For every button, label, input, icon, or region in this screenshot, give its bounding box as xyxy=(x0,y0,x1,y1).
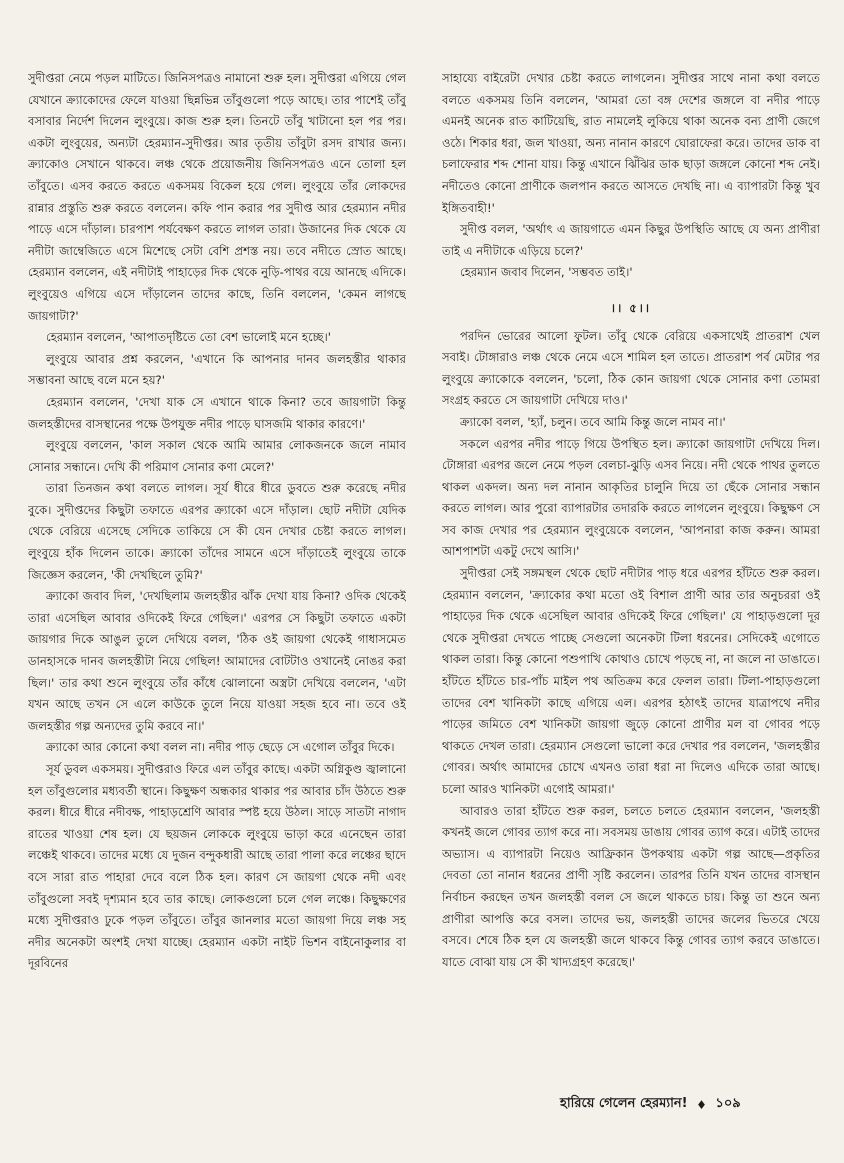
paragraph: ক্র্যাকো আর কোনো কথা বলল না। নদীর পাড় ছেড়ে সে এগোল তাঁবুর দিকে। xyxy=(46,740,395,755)
paragraph: ক্র্যাকো বলল, 'হ্যাঁ, চলুন। তবে আমি কিন্তু জলে নামব না।' xyxy=(460,414,726,429)
paragraph: হেরম্যান বললেন, 'দেখা যাক সে এখানে থাকে কিনা? তবে জায়গাটা কিন্তু জলহস্তীদের বাসস্থানের পক্ষে উপযুক্ত নদীর পাড়ে ঘাসজমি থাকার কারণে।' xyxy=(28,394,406,431)
paragraph: লুংবুয়ে আবার প্রশ্ন করলেন, 'এখানে কি আপনার দানব জলহস্তীর থাকার সম্ভাবনা আছে বলে মনে হয়?' xyxy=(28,351,406,388)
paragraph: সুদীপ্তরা সেই সঙ্গমস্থল থেকে ছোট নদীটার পাড় ধরে এরপর হাঁটতে শুরু করল। হেরম্যান বললেন, 'ক্র্যাকোর কথা মতো ওই বিশাল প্রাণী আর তার অনুচররা ওই পাহাড়ের দিক থেকে এসেছিল আবার ওদিকেই ফিরে গেছিল।' যে পাহাড়গুলো দূর থেকে সুদীপ্তরা দেখতে পাচ্ছে সেগুলো অনেকটা টিলা ধরনের। সেদিকেই এগোতে থাকল তারা। কিন্তু কোনো পশুপাখি কোথাও চোখে পড়ছে না, না জলে না ডাঙাতে। হাঁটতে হাঁটতে চার-পাঁচ মাইল পথ অতিক্রম করে ফেলল তারা। টিলা-পাহাড়গুলো তাদের বেশ খানিকটা কাছে এগিয়ে এল। এরপর হঠাৎই তাদের যাত্রাপথে নদীর পাড়ের জমিতে বেশ খানিকটা জায়গা জুড়ে কোনো প্রাণীর মল বা গোবর পড়ে থাকতে দেখল তারা। হেরম্যান সেগুলো ভালো করে দেখার পর বললেন, 'জলহস্তীর গোবর। অর্থাৎ আমাদের চোখে এখনও তারা ধরা না দিলেও এদিকে তারা আছে। চলো আরও খানিকটা এগোই আমরা।' xyxy=(442,566,820,796)
paragraph: তারা তিনজন কথা বলতে লাগল। সূর্য ধীরে ধীরে ডুবতে শুরু করেছে নদীর বুকে। সুদীপ্তদের কিছুটা তফাতে এরপর ক্র্যাকো এসে দাঁড়াল। ছোট নদীটা যেদিক থেকে বেরিয়ে এসেছে সেদিকে তাকিয়ে সে কী যেন দেখার চেষ্টা করতে লাগল। লুংবুয়ে হাঁক দিলেন তাকে। ক্র্যাকো তাঁদের সামনে এসে দাঁড়াতেই লুংবুয়ে তাকে জিজ্ঞেস করলেন, 'কী দেখছিলে তুমি?' xyxy=(28,481,406,582)
paragraph: ক্র্যাকো জবাব দিল, 'দেখছিলাম জলহস্তীর ঝাঁক দেখা যায় কিনা? ওদিক থেকেই তারা এসেছিল আবার ওদিকেই ফিরে গেছিল।' এরপর সে কিছুটা তফাতে একটা জায়গার দিকে আঙুল তুলে দেখিয়ে বলল, 'ঠিক ওই জায়গা থেকেই গাধাসমেত ডানহাসকে দানব জলহস্তীটা নিয়ে গেছিল! আমাদের বোটটাও ওখানেই নোঙর করা ছিল।' তার কথা শুনে লুংবুয়ে তাঁর কাঁধে ঝোলানো অস্ত্রটা দেখিয়ে বললেন, 'এটা যখন আছে তখন সে এলে কাউকে তুলে নিয়ে যাওয়া সহজ হবে না। তবে ওই জলহস্তীর গল্প অন্যদের তুমি করবে না।' xyxy=(28,589,406,733)
paragraph: সুদীপ্ত বলল, 'অর্থাৎ এ জায়গাতে এমন কিছুর উপস্থিতি আছে যে অন্য প্রাণীরা তাই এ নদীটাকে এড়িয়ে চলে?' xyxy=(442,222,820,258)
running-title: হারিয়ে গেলেন হেরম্যান! xyxy=(560,1096,688,1111)
page-number: ১০৯ xyxy=(715,1096,741,1111)
paragraph: সূর্য ডুবল একসময়। সুদীপ্তরাও ফিরে এল তাঁবুর কাছে। একটা অগ্নিকুণ্ড জ্বালানো হল তাঁবুগুলোর মধ্যবর্তী স্থানে। কিছুক্ষণ অন্ধকার থাকার পর আবার চাঁদ উঠতে শুরু করল। ধীরে ধীরে নদীবক্ষ, পাহাড়শ্রেণি আবার স্পষ্ট হয়ে উঠল। সাড়ে সাতটা নাগাদ রাতের খাওয়া শেষ হল। যে ছয়জন লোককে লুংবুয়ে ভাড়া করে এনেছেন তারা লঞ্চেই থাকবে। তাদের মধ্যে যে দুজন বন্দুকধারী আছে তারা পালা করে লঞ্চের ছাদে বসে সারা রাত পাহারা দেবে বলে ঠিক হল। কারণ সে জায়গা থেকে নদী এবং তাঁবুগুলো সবই দৃশ্যমান হবে তার কাছে। লোকগুলো চলে গেল লঞ্চে। কিছুক্ষণের মধ্যে সুদীপ্তরাও ঢুকে পড়ল তাঁবুতে। তাঁবুর জানলার মতো জায়গা দিয়ে লঞ্চ সহ নদীর অনেকটা অংশই দেখা যাচ্ছে। হেরম্যান একটা নাইট ভিশন বাইনোকুলার বা দূরবিনের xyxy=(28,762,406,971)
section-marker: ।। ৫।। xyxy=(610,300,652,315)
right-column xyxy=(442,68,820,1078)
diamond-separator-icon: ♦ xyxy=(696,1097,707,1112)
paragraph: সুদীপ্তরা নেমে পড়ল মাটিতে। জিনিসপত্রও নামানো শুরু হল। সুদীপ্তরা এগিয়ে গেল যেখানে ক্র্যাকোদের ফেলে যাওয়া ছিন্নভিন্ন তাঁবুগুলো পড়ে আছে। তার পাশেই তাঁবু বসাবার নির্দেশ দিলেন লুংবুয়ে। কাজ শুরু হল। তিনটে তাঁবু খাটানো হল পর পর। একটা লুংবুয়ের, অন্যটা হেরম্যান-সুদীপ্তর। আর তৃতীয় তাঁবুটা রসদ রাখার জন্য। ক্র্যাকোও সেখানে থাকবে। লঞ্চ থেকে প্রয়োজনীয় জিনিসপত্রও এনে তোলা হল তাঁবুতে। এসব করতে করতে একসময় বিকেল হয়ে গেল। লুংবুয়ে তাঁর লোকদের রান্নার প্রস্তুতি শুরু করতে বললেন। কফি পান করার পর সুদীপ্ত আর হেরম্যান নদীর পাড়ে এসে দাঁড়াল। চারপাশ পর্যবেক্ষণ করতে লাগল তারা। উজানের দিক থেকে যে নদীটা জাম্বেজিতে এসে মিশেছে সেটা বেশি প্রশস্ত নয়। তবে নদীতে স্রোত আছে। হেরম্যান বললেন, এই নদীটাই পাহাড়ের দিক থেকে নুড়ি-পাথর বয়ে আনছে এদিকে। লুংবুয়েও এগিয়ে এসে দাঁড়ালেন তাদের কাছে, তিনি বললেন, 'কেমন লাগছে জায়গাটা?' xyxy=(28,71,406,323)
page-footer xyxy=(560,1094,820,1115)
paragraph: সকলে এরপর নদীর পাড়ে গিয়ে উপস্থিত হল। ক্র্যাকো জায়গাটা দেখিয়ে দিল। টোঙ্গারা এরপর জলে নেমে পড়ল বেলচা-ঝুড়ি এসব নিয়ে। নদী থেকে পাথর তুলতে থাকল একদল। অন্য দল নানান আকৃতির চালুনি দিয়ে তা ছেঁকে সোনার সন্ধান করতে লাগল। আর পুরো ব্যাপারটার তদারকি করতে লাগলেন লুংবুয়ে। কিছুক্ষণ সে সব কাজ দেখার পর হেরম্যান লুংবুয়েকে বললেন, 'আপনারা কাজ করুন। আমরা আশপাশটা একটু দেখে আসি।' xyxy=(442,436,820,559)
paragraph: সাহায্যে বাইরেটা দেখার চেষ্টা করতে লাগলেন। সুদীপ্তর সাথে নানা কথা বলতে বলতে একসময় তিনি বললেন, 'আমরা তো বঙ্গ দেশের জঙ্গলে বা নদীর পাড়ে এমনই অনেক রাত কাটিয়েছি, রাত নামলেই লুকিয়ে থাকা অনেক বন্য প্রাণী জেগে ওঠে। শিকার ধরা, জল খাওয়া, অন্য নানান কারণে ঘোরাফেরা করে। তাদের ডাক বা চলাফেরার শব্দ শোনা যায়। কিন্তু এখানে ঝিঁঝির ডাক ছাড়া জঙ্গলে কোনো শব্দ নেই। নদীতেও কোনো প্রাণীকে জলপান করতে আসতে দেখছি না। এ ব্যাপারটা কিন্তু খুব ইঙ্গিতবাহী!' xyxy=(442,71,820,215)
paragraph: হেরম্যান বললেন, 'আপাতদৃষ্টিতে তো বেশ ভালোই মনে হচ্ছে।' xyxy=(46,330,331,345)
paragraph: হেরম্যান জবাব দিলেন, 'সম্ভবত তাই।' xyxy=(460,265,633,280)
paragraph: পরদিন ভোরের আলো ফুটল। তাঁবু থেকে বেরিয়ে একসাথেই প্রাতরাশ খেল সবাই। টোঙ্গারাও লঞ্চ থেকে নেমে এসে শামিল হল তাতে। প্রাতরাশ পর্ব মেটার পর লুংবুয়ে ক্র্যাকোকে বললেন, 'চলো, ঠিক কোন জায়গা থেকে সোনার কণা তোমরা সংগ্রহ করতে সে জায়গাটা দেখিয়ে দাও।' xyxy=(442,328,820,408)
paragraph: লুংবুয়ে বললেন, 'কাল সকাল থেকে আমি আমার লোকজনকে জলে নামাব সোনার সন্ধানে। দেখি কী পরিমাণ সোনার কণা মেলে?' xyxy=(28,438,406,474)
paragraph: আবারও তারা হাঁটতে শুরু করল, চলতে চলতে হেরম্যান বললেন, 'জলহস্তী কখনই জলে গোবর ত্যাগ করে না। সবসময় ডাঙায় গোবর ত্যাগ করে। এটাই তাদের অভ্যাস। এ ব্যাপারটা নিয়েও আফ্রিকান উপকথায় একটা গল্প আছে—প্রকৃতির দেবতা তো নানান ধরনের প্রাণী সৃষ্টি করলেন। তারপর তিনি যখন তাদের বাসস্থান নির্বাচন করছেন তখন জলহস্তী বলল সে জলে থাকতে চায়। কিন্তু তা শুনে অন্য প্রাণীরা আপত্তি করে বসল। তাদের ভয়, জলহস্তী তাদের জলের ভিতরে খেয়ে বসবে। শেষে ঠিক হল যে জলহস্তী জলে থাকবে কিন্তু গোবর ত্যাগ করবে ডাঙাতে। যাতে বোঝা যায় সে কী খাদ্যগ্রহণ করেছে।' xyxy=(442,803,820,969)
left-column xyxy=(28,68,406,1078)
